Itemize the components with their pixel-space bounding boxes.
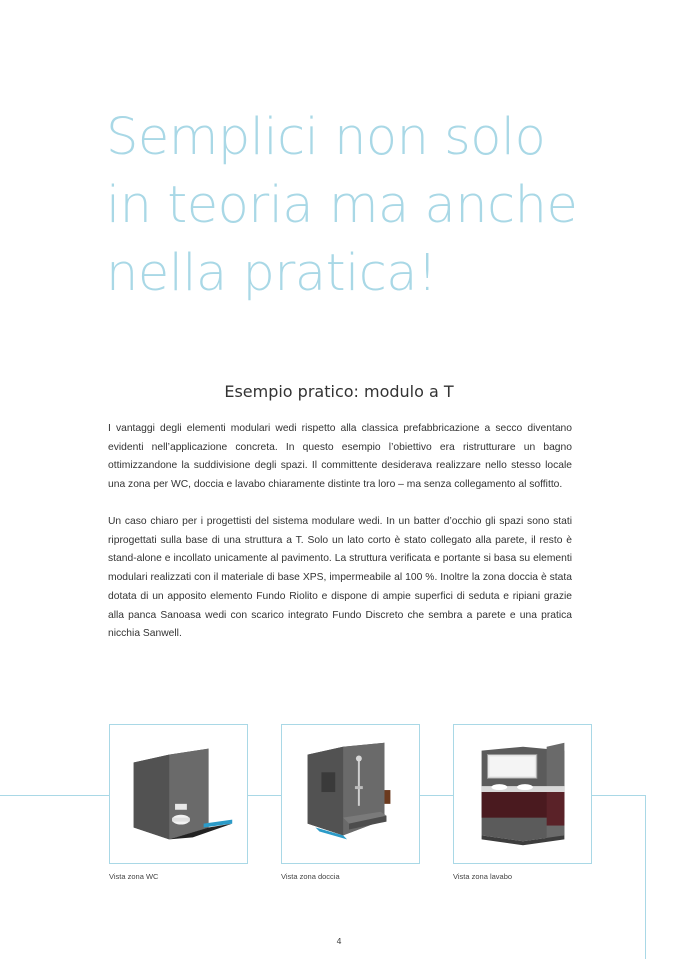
caption-shower: Vista zona doccia [281,872,340,881]
section-title: Esempio pratico: modulo a T [224,382,454,401]
headline-line-3: nella pratica! [106,244,437,303]
wc-illustration [110,725,247,863]
paragraph-1: I vantaggi degli elementi modulari wedi rispetto alla classica prefabbricazione a secco diventano evidenti nell’applicazione concreta. In questo esempio l’obiettivo era ristrutturare un bagno ottimizzandone la suddivisione degli spazi. Il committente desiderava realizzare nello stesso locale una zona per WC, doccia e lavabo chiaramente distinte tra loro – ma senza collegamento al soffitto. [108,423,572,491]
headline-line-2: in teoria ma anche [106,176,578,235]
image-shower-zone [281,724,420,864]
image-washbasin-zone [453,724,592,864]
caption-washbasin: Vista zona lavabo [453,872,513,881]
headline-line-1: Semplici non solo [106,108,546,167]
caption-wc: Vista zona WC [109,872,159,881]
page-number: 4 [336,937,342,946]
paragraph-2: Un caso chiaro per i progettisti del sistema modulare wedi. In un batter d’occhio gli spazi sono stati riprogettati sulla base di una struttura a T. Solo un lato corto è stato collegato alla parete, il resto è stand-alone e incollato unicamente al pavimento. La struttura verificata e portante si basa su elementi modulari realizzati con il materiale di base XPS, impermeabile al 100 %. Inoltre la zona doccia è stata dotata di un apposito elemento Fundo Riolito e dispone di ampie superfici di seduta e ripiani grazie alla panca Sanoasa wedi con scarico integrato Fundo Discreto che sembra a parete e una pratica nicchia Sanwell. [108,516,572,640]
shower-illustration [282,725,419,863]
page-headline [106,104,646,308]
guide-line-vertical [645,795,646,959]
washbasin-illustration [454,725,591,863]
image-wc-zone [109,724,248,864]
